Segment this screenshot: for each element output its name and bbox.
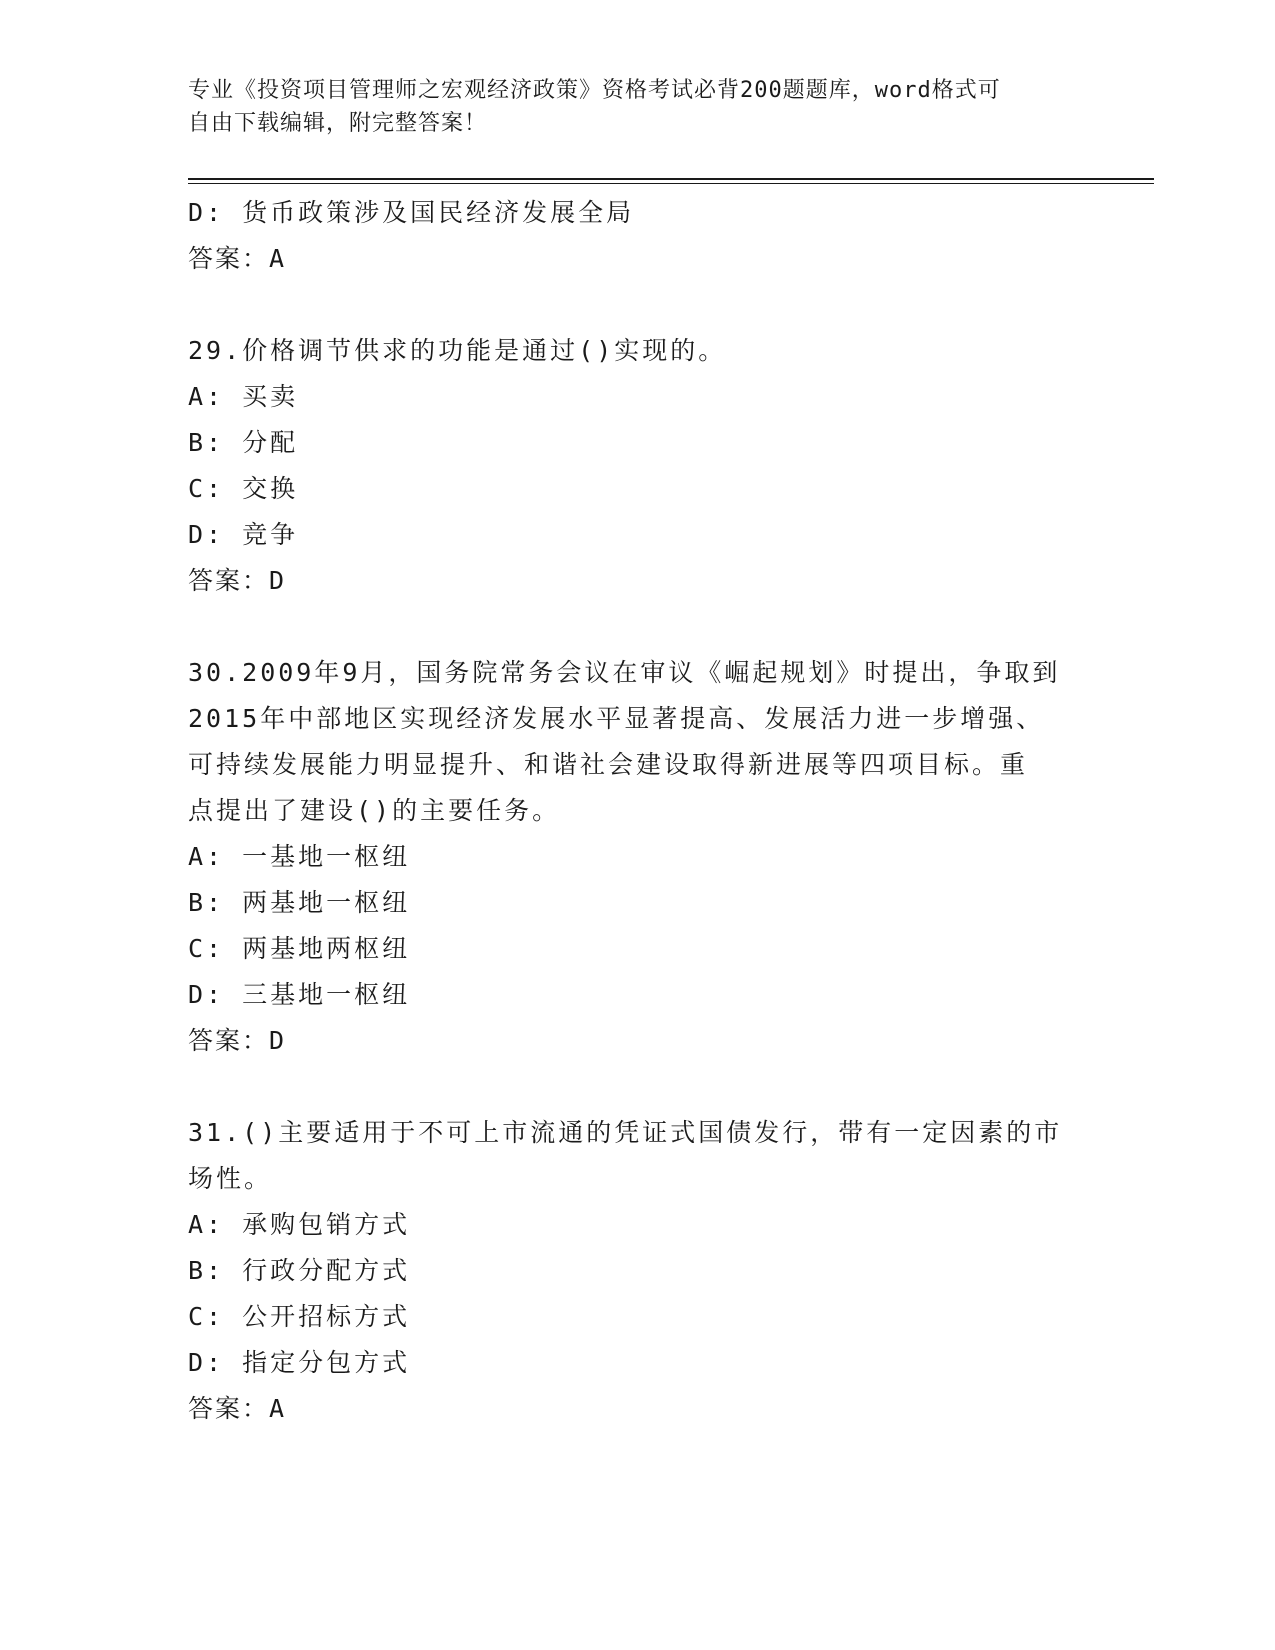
answer-line: 答案：A [188,244,287,273]
option-d: D: 三基地一枢纽 [188,980,411,1009]
option-d: D: 指定分包方式 [188,1348,411,1377]
answer-line: 答案：A [188,1394,287,1423]
question-text-line-1: 30.2009年9月，国务院常务会议在审议《崛起规划》时提出，争取到 [188,658,1061,687]
answer-line: 答案：D [188,1026,287,1055]
question-text-line-1: 31.()主要适用于不可上市流通的凭证式国债发行，带有一定因素的市 [188,1118,1063,1147]
document-body [188,190,1088,1432]
question-text: 29.价格调节供求的功能是通过()实现的。 [188,336,727,365]
option-b: B: 两基地一枢纽 [188,888,411,917]
option-c: C: 交换 [188,474,299,503]
option-d: D: 货币政策涉及国民经济发展全局 [188,198,635,227]
question-30 [188,650,1088,1064]
option-a: A: 承购包销方式 [188,1210,411,1239]
option-b: B: 分配 [188,428,299,457]
answer-line: 答案：D [188,566,287,595]
option-a: A: 一基地一枢纽 [188,842,411,871]
option-c: C: 两基地两枢纽 [188,934,411,963]
previous-question-tail [188,190,1088,282]
header-rule-thin [188,183,1154,184]
option-d: D: 竞争 [188,520,299,549]
document-header [188,74,1068,140]
question-text-line-3: 可持续发展能力明显提升、和谐社会建设取得新进展等四项目标。重 [188,750,1029,779]
question-text-line-2: 场性。 [188,1164,273,1193]
option-c: C: 公开招标方式 [188,1302,411,1331]
question-text-line-2: 2015年中部地区实现经济发展水平显著提高、发展活力进一步增强、 [188,704,1045,733]
header-rule-thick [188,178,1154,180]
header-line-2: 自由下载编辑，附完整答案！ [188,111,488,136]
header-line-1: 专业《投资项目管理师之宏观经济政策》资格考试必背200题题库，word格式可 [188,78,1001,103]
option-a: A: 买卖 [188,382,299,411]
option-b: B: 行政分配方式 [188,1256,411,1285]
question-31 [188,1110,1088,1432]
question-text-line-4: 点提出了建设()的主要任务。 [188,796,561,825]
question-29 [188,328,1088,604]
